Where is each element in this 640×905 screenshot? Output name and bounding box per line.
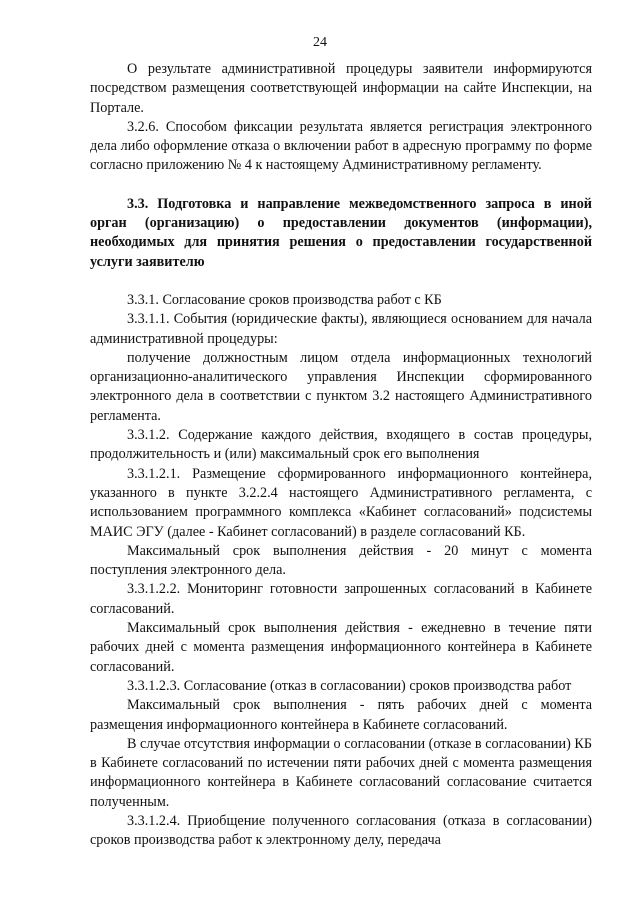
- page-number: 24: [313, 35, 327, 50]
- paragraph: Максимальный срок выполнения - пять рабочих дней с момента размещения информационного контейнера в Кабинете согласований.: [90, 697, 592, 733]
- paragraph: В случае отсутствия информации о согласовании (отказе в согласовании) КБ в Кабинете согласований по истечении пяти рабочих дней с момента размещения информационного контейнера в Кабинете согласований согласование считается полученным.: [90, 735, 592, 810]
- paragraph: 3.3.1.1. События (юридические факты), являющиеся основанием для начала административной процедуры:: [90, 311, 592, 347]
- paragraph: 3.3.1.2.3. Согласование (отказ в согласовании) сроков производства работ: [127, 677, 572, 694]
- paragraph: Максимальный срок выполнения действия - ежедневно в течение пяти рабочих дней с момента размещения информационного контейнера в Кабинете согласований.: [90, 620, 592, 675]
- paragraph: 3.3.1. Согласование сроков производства работ с КБ: [127, 291, 442, 308]
- paragraph: 3.3.1.2. Содержание каждого действия, входящего в состав процедуры, продолжительность и (или) максимальный срок его выполнения: [90, 427, 592, 463]
- paragraph: 3.2.6. Способом фиксации результата является регистрация электронного дела либо оформление отказа о включении работ в адресную программу по форме согласно приложению № 4 к настоящему Административному регламенту.: [90, 118, 592, 174]
- paragraph: 3.3.1.2.2. Мониторинг готовности запрошенных согласований в Кабинете согласований.: [90, 581, 592, 617]
- spacer: [90, 272, 592, 291]
- paragraph: получение должностным лицом отдела информационных технологий организационно-аналитического управления Инспекции сформированного электронного дела в соответствии с пунктом 3.2 настоящего Административного регламента.: [90, 349, 592, 424]
- paragraph: 3.3.1.2.4. Приобщение полученного согласования (отказа в согласовании) сроков производства работ к электронному делу, передача: [90, 812, 592, 849]
- paragraph: Максимальный срок выполнения действия - 20 минут с момента поступления электронного дела.: [90, 542, 592, 579]
- document-body: [90, 60, 592, 851]
- paragraph: О результате административной процедуры заявители информируются посредством размещения соответствующей информации на сайте Инспекции, на Портале.: [90, 61, 592, 116]
- section-heading: 3.3. Подготовка и направление межведомственного запроса в иной орган (организацию) о предоставлении документов (информации), необходимых для принятия решения о предоставлении государственной услуги заявителю: [90, 195, 592, 270]
- spacer: [90, 176, 592, 195]
- paragraph: 3.3.1.2.1. Размещение сформированного информационного контейнера, указанного в пункте 3.2.2.4 настоящего Административного регламента, с использованием программного комплекса «Кабинет согласований» подсистемы МАИС ЭГУ (далее - Кабинет согласований) в разделе согласований КБ.: [90, 465, 592, 540]
